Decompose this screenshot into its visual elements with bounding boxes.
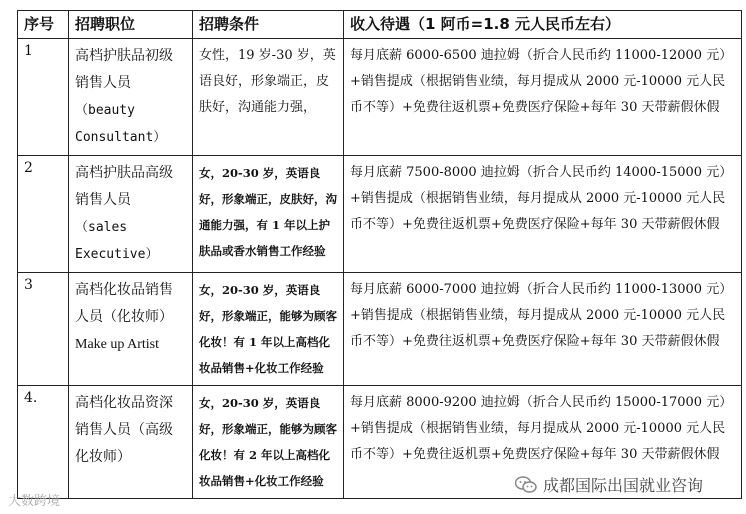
position-en: （sales Executive） <box>75 220 159 262</box>
position-cn: 高档护肤品高级销售人员 <box>75 165 173 208</box>
position-cell <box>69 386 193 499</box>
requirements-cell: 女，20-30 岁，英语良好，形象端正，皮肤好，沟通能力强，有 1 年以上护肤品或香水销售工作经验 <box>193 156 344 273</box>
table-row <box>18 273 742 386</box>
table-row <box>18 156 742 273</box>
requirements-cell: 女性，19 岁-30 岁，英语良好，形象端正，皮肤好，沟通能力强， <box>193 39 344 156</box>
row-number: 2 <box>18 156 69 273</box>
position-cell <box>69 273 193 386</box>
recruitment-table <box>17 10 742 499</box>
header-row <box>18 11 742 39</box>
wechat-name: 成都国际出国就业咨询 <box>543 476 704 495</box>
salary-cell: 每月底薪 6000-6500 迪拉姆（折合人民币约 11000-12000 元）+销售提成（根据销售业绩，每月提成从 2000 元-10000 元人民币不等）+免费往返机票+免费医疗保险+每年 30 天带薪假休假 <box>344 39 742 156</box>
header-no: 序号 <box>18 11 69 39</box>
header-position: 招聘职位 <box>69 11 193 39</box>
table-row <box>18 39 742 156</box>
salary-cell: 每月底薪 7500-8000 迪拉姆（折合人民币约 14000-15000 元）+销售提成（根据销售业绩，每月提成从 2000 元-10000 元人民币不等）+免费往返机票+免费医疗保险+每年 30 天带薪假休假 <box>344 156 742 273</box>
requirements-cell: 女，20-30 岁，英语良好，形象端正，能够为顾客化妆！有 1 年以上高档化妆品销售+化妆工作经验 <box>193 273 344 386</box>
requirements-cell: 女，20-30 岁，英语良好，形象端正，能够为顾客化妆！有 2 年以上高档化妆品销售+化妆工作经验 <box>193 386 344 499</box>
position-cell <box>69 39 193 156</box>
position-cn: 高档化妆品资深销售人员（高级化妆师） <box>75 395 173 465</box>
position-cn: 高档化妆品销售人员（化妆师） <box>75 282 173 325</box>
wechat-icon <box>515 476 537 494</box>
header-requirements: 招聘条件 <box>193 11 344 39</box>
salary-cell: 每月底薪 8000-9200 迪拉姆（折合人民币约 15000-17000 元）+销售提成（根据销售业绩，每月提成从 2000 元-10000 元人民币不等）+免费往返机票+免费医疗保险+每年 30 天带薪假休假 <box>344 386 742 499</box>
position-cell <box>69 156 193 273</box>
position-en: Make up Artist <box>75 337 159 352</box>
row-number: 4. <box>18 386 69 499</box>
header-salary: 收入待遇（1 阿币=1.8 元人民币左右） <box>344 11 742 39</box>
position-cn: 高档护肤品初级销售人员 <box>75 48 173 91</box>
row-number: 1 <box>18 39 69 156</box>
watermark-text: 大数跨境 <box>8 494 61 509</box>
position-en: （beauty Consultant） <box>75 103 167 145</box>
wechat-account <box>515 473 703 496</box>
row-number: 3 <box>18 273 69 386</box>
salary-cell: 每月底薪 6000-7000 迪拉姆（折合人民币约 11000-13000 元）+销售提成（根据销售业绩，每月提成从 2000 元-10000 元人民币不等）+免费往返机票+免费医疗保险+每年 30 天带薪假休假 <box>344 273 742 386</box>
watermark-logo <box>8 490 60 509</box>
